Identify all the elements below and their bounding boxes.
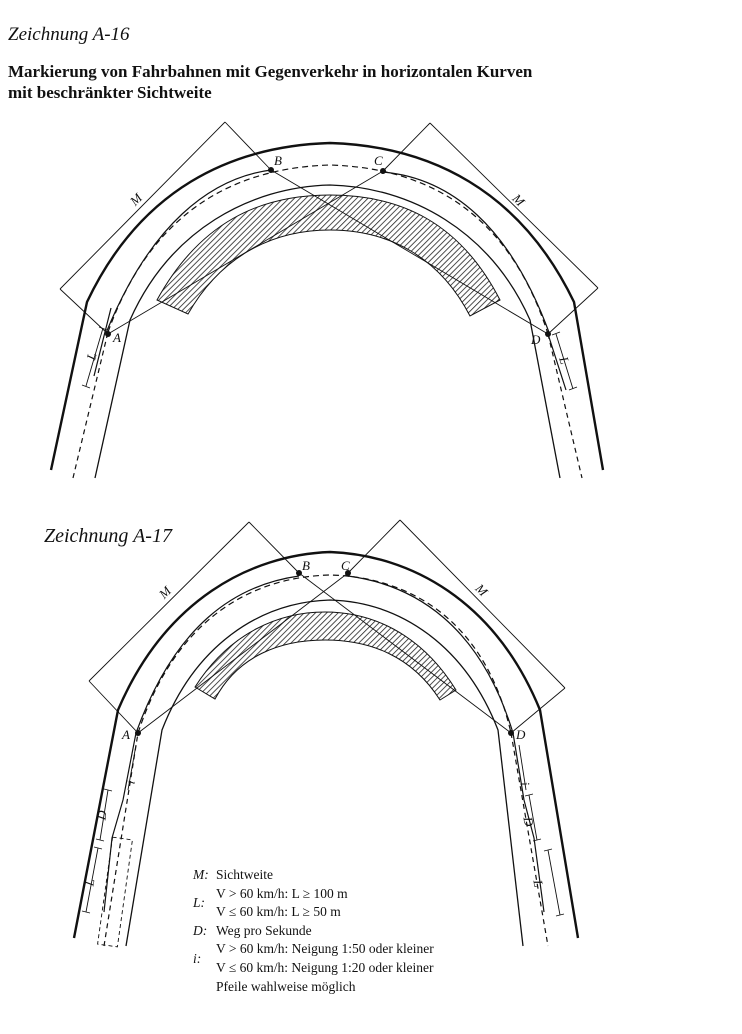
a16-centerline-left-solid <box>94 308 111 376</box>
a17-label-i-left: i <box>122 778 138 786</box>
a16-sightline-bd <box>271 170 548 334</box>
legend-key-i: i: <box>193 950 202 966</box>
a16-point-a <box>105 331 111 337</box>
legend-key-l: L: <box>193 894 206 910</box>
a17-label-c: C <box>341 558 350 573</box>
a17-label-m-left: M <box>155 583 175 602</box>
a17-hatched-obstruction <box>195 612 456 700</box>
a17-arrow-box-left <box>98 837 133 947</box>
figure-a17-caption: Zeichnung A-17 <box>44 525 172 547</box>
legend-row-d <box>193 922 434 941</box>
legend-text-m: Sichtweite <box>216 867 273 882</box>
a16-label-d: D <box>531 332 541 347</box>
figure-a16-caption: Zeichnung A-16 <box>8 24 130 45</box>
a17-label-a: A <box>122 727 130 742</box>
a17-centerline-curve <box>138 575 511 733</box>
a16-label-a: A <box>113 330 121 345</box>
legend-text-i-2: V ≤ 60 km/h: Neigung 1:20 oder kleiner <box>216 959 434 975</box>
legend-row-l <box>193 885 434 922</box>
legend-key-m: M: <box>193 867 209 882</box>
legend-text-d: Weg pro Sekunde <box>216 922 312 938</box>
a17-dim-l-right <box>544 849 564 916</box>
a17-point-a <box>135 730 141 736</box>
legend-key-d: D: <box>193 922 208 938</box>
legend-text-l-1: V > 60 km/h: L ≥ 100 m <box>216 885 348 901</box>
a16-label-m-left: M <box>126 190 146 209</box>
legend <box>193 866 434 996</box>
a16-point-d <box>545 331 551 337</box>
title-line-1: Markierung von Fahrbahnen mit Gegenverkehr in horizontalen Kurven <box>8 62 533 81</box>
a17-centerline-right <box>511 733 548 946</box>
a16-hatched-obstruction <box>157 195 500 316</box>
title-line-2: mit beschränkter Sichtweite <box>8 83 212 102</box>
a17-point-d <box>508 730 514 736</box>
a17-label-d-left: D <box>93 809 110 822</box>
legend-note: Pfeile wahlweise möglich <box>216 978 356 994</box>
legend-text-l-2: V ≤ 60 km/h: L ≥ 50 m <box>216 904 341 920</box>
figure-a16-diagram <box>51 122 603 478</box>
a17-label-l-right: L <box>530 878 547 889</box>
a16-label-l-right: L <box>556 354 573 367</box>
a16-label-b: B <box>274 153 282 168</box>
a17-label-i-right: i <box>517 780 533 787</box>
a17-label-d: D <box>516 727 526 742</box>
legend-row-i <box>193 940 434 977</box>
a17-label-b: B <box>302 558 310 573</box>
a16-label-l-left: L <box>83 350 100 362</box>
a16-label-m-right: M <box>509 190 528 210</box>
a16-label-c: C <box>374 153 383 168</box>
legend-row-m <box>193 866 434 885</box>
a16-point-c <box>380 168 386 174</box>
a17-label-m-right: M <box>472 580 491 600</box>
legend-text-i-1: V > 60 km/h: Neigung 1:50 oder kleiner <box>216 941 434 957</box>
a17-label-l-left: L <box>81 877 98 888</box>
a17-label-d-right: D <box>520 815 537 828</box>
